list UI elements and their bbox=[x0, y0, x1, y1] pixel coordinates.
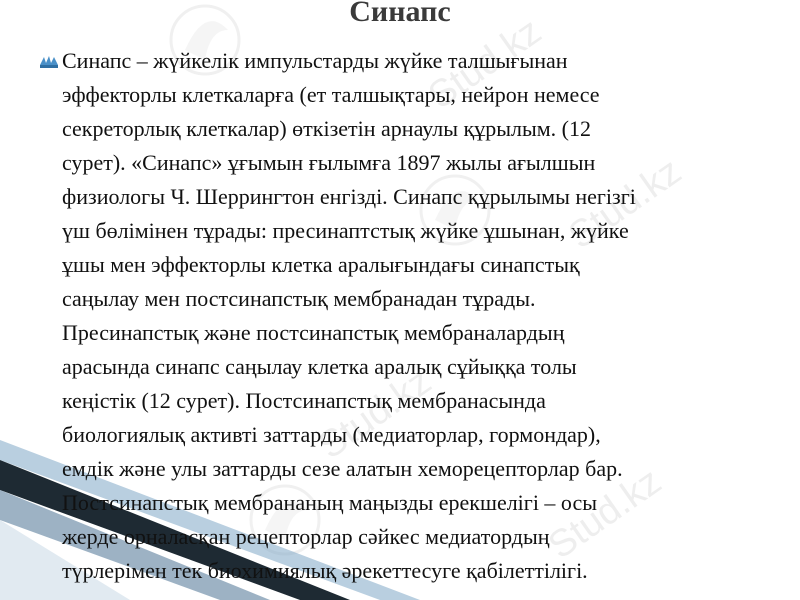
watermark-text: Stud.kz bbox=[421, 10, 549, 118]
watermark-text: Stud.kz bbox=[311, 360, 439, 468]
slide-title: Синапс bbox=[349, 0, 451, 28]
slide-body-text: Синапс – жүйкелік импульстарды жүйке талшығынан эффекторлы клеткаларға (ет талшықтары, нейрон немесе секреторлық клеткалар) өткізетін арнаулы құрылым. (12 сурет). «Синапс» ұғымын ғылымға 1897 жылы ағылшын физиологы Ч. Шеррингтон енгізді. Синапс құрылымы негізгі үш бөлімінен тұрады: пресинаптстық жүйке ұшынан, жүйке ұшы мен эффекторлы клетка аралығындағы синапстық саңылау мен постсинапстық мембранадан тұрады. Пресинапстық және постсинапстық мембраналардың арасында синапс саңылау клетка аралық сұйыққа толы кеңістік (12 сурет). Постсинапстық мембранасында биологиялық активті заттарды (медиаторлар, гормондар), емдік және улы заттарды сезе алатын хеморецепторлар бар. Постсинапстық мембрананың маңызды ерекшелігі – осы жерде орналасқан рецепторлар сәйкес медиатордың түрлерімен тек биохимиялық әрекеттесуге қабілеттілігі. bbox=[62, 48, 636, 583]
watermark-text: Stud.kz bbox=[541, 460, 669, 568]
watermark-text: Stud.kz bbox=[561, 150, 689, 258]
bullet-ornament-icon bbox=[40, 55, 58, 69]
